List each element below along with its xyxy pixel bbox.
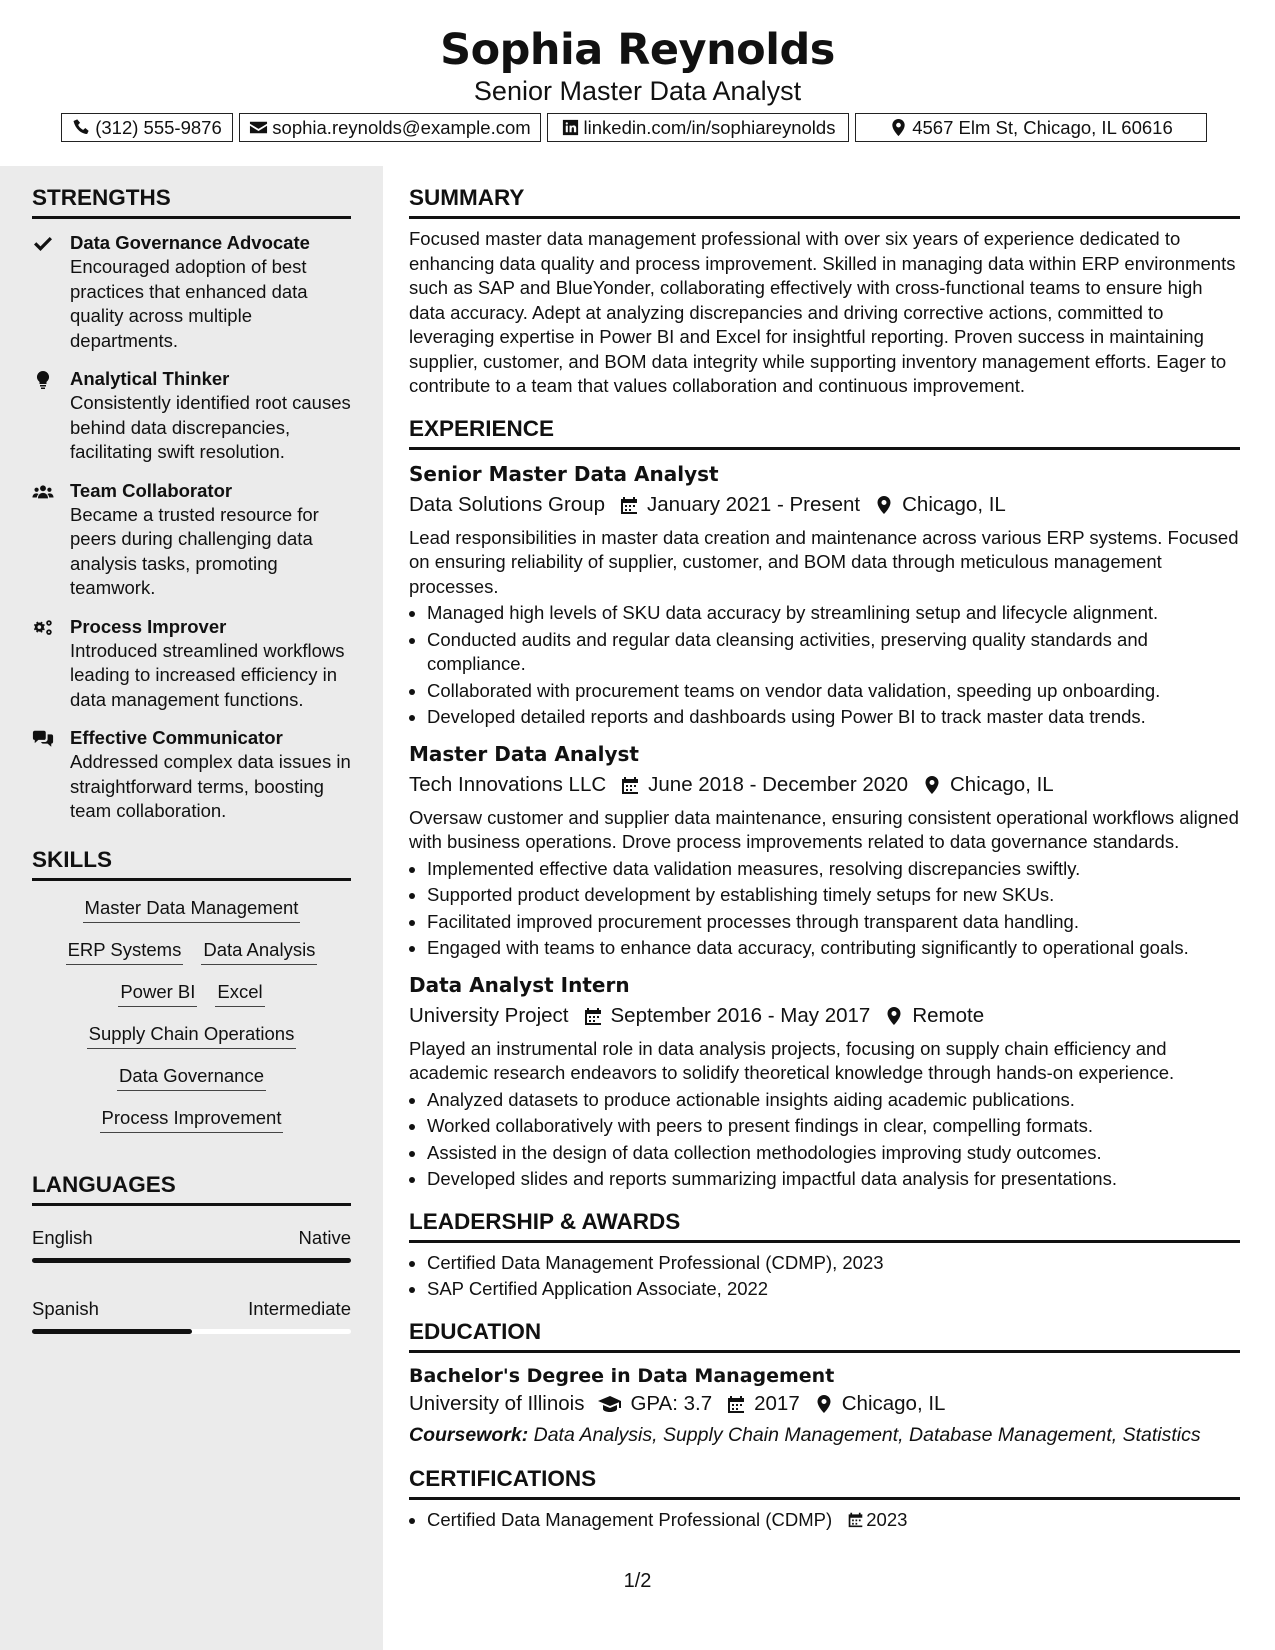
degree-title: Bachelor's Degree in Data Management [409,1364,835,1387]
calendar-icon [583,1006,603,1026]
strength-heading: Analytical Thinker [70,368,230,389]
coursework-list: Data Analysis, Supply Chain Management, Database Management, Statistics [533,1423,1201,1446]
job-entry [409,740,1240,961]
list-item: • Worked collaboratively with peers to present findings in clear, compelling formats. [427,1114,1240,1139]
job-title: Master Data Analyst [409,741,639,766]
list-item: • Supported product development by establishing timely setups for new SKUs. [427,883,1240,908]
list-item: • Certified Data Management Professional (CDMP), 2023 [427,1251,1240,1276]
comments-icon [32,729,54,749]
envelope-icon [249,118,268,137]
job-location: Chicago, IL [950,772,1054,796]
strength-description: Became a trusted resource for peers during challenging data analysis tasks, promoting teamwork. [70,503,319,598]
graduation-cap-icon [598,1394,622,1414]
list-item: • Engaged with teams to enhance data accuracy, contributing significantly to operational goals. [427,936,1240,961]
education-heading: EDUCATION [409,1318,1240,1353]
list-item: • Managed high levels of SKU data accuracy by streamlining setup and lifecycle alignment. [427,601,1240,626]
list-item: • SAP Certified Application Associate, 2022 [427,1277,1240,1302]
strength-description: Introduced streamlined workflows leading to increased efficiency in data management functions. [70,639,345,710]
job-dates: September 2016 - May 2017 [610,1003,871,1027]
skill-tag: Power BI [118,979,197,1007]
contact-bar [61,113,1207,142]
strength-item [32,231,351,353]
strengths-heading: STRENGTHS [32,184,351,219]
job-dates: June 2018 - December 2020 [648,772,908,796]
map-pin-icon [874,495,894,515]
certifications-list [409,1508,1240,1533]
language-proficiency-fill [32,1258,351,1263]
job-entry [409,971,1240,1192]
job-company: Data Solutions Group [409,492,606,516]
contact-linkedin[interactable] [547,113,849,142]
summary-text: Focused master data management professional with over six years of experience dedicated to enhancing data quality and process improvement. Skilled in managing data within ERP environments such as SAP and BlueYonder, collaborating effectively with cross-functional teams to ensure high data accuracy. Adept at analyzing discrepancies and driving corrective actions, committed to leveraging expertise in Power BI and Excel for insightful reporting. Proven success in maintaining supplier, customer, and BOM data integrity while supporting inventory management efforts. Eager to contribute to a team that values collaboration and continuous improvement. [409,228,1236,396]
certification-year: 2023 [866,1508,908,1530]
job-location: Chicago, IL [902,492,1006,516]
email-address: sophia.reynolds@example.com [272,116,531,138]
list-item: • Assisted in the design of data collection methodologies improving study outcomes. [427,1141,1240,1166]
strength-heading: Data Governance Advocate [70,232,310,253]
experience-heading: EXPERIENCE [409,415,1240,450]
job-company: Tech Innovations LLC [409,772,607,796]
strength-item [32,726,351,824]
main-content [409,166,1240,1534]
skill-tag: Master Data Management [83,895,301,923]
leadership-heading: LEADERSHIP & AWARDS [409,1208,1240,1243]
list-item: • Conducted audits and regular data cleansing activities, preserving quality standards and compliance. [427,628,1240,677]
strength-heading: Effective Communicator [70,727,283,748]
contact-email[interactable] [239,113,541,142]
languages-heading: LANGUAGES [32,1171,351,1206]
calendar-icon [619,495,639,515]
contact-phone[interactable] [61,113,233,142]
school-name: University of Illinois [409,1391,585,1415]
gears-icon [32,618,54,638]
language-item [32,1226,351,1263]
strength-heading: Team Collaborator [70,479,233,501]
job-location: Remote [912,1003,985,1027]
skill-tag: Process Improvement [100,1105,284,1133]
summary-heading: SUMMARY [409,184,1240,219]
phone-icon [72,118,91,137]
job-bullets [409,857,1240,961]
page-number: 1/2 [623,1570,652,1592]
linkedin-url: linkedin.com/in/sophiareynolds [583,116,836,138]
skill-tag: Data Governance [117,1063,266,1091]
job-entry [409,460,1240,730]
job-company: University Project [409,1003,569,1027]
phone-number: (312) 555-9876 [95,116,222,138]
job-title: Senior Master Data Analyst [409,461,719,486]
leadership-list [409,1251,1240,1302]
list-item: • Developed detailed reports and dashboards using Power BI to track master data trends. [427,705,1240,730]
strength-heading: Process Improver [70,615,227,637]
language-name: English [32,1226,93,1248]
job-bullets [409,601,1240,730]
job-title: Data Analyst Intern [409,972,630,997]
strength-description: Encouraged adoption of best practices that enhanced data quality across multiple departments. [70,256,308,351]
skill-tag: Data Analysis [201,937,317,965]
certification-name: Certified Data Management Professional (CDMP) [427,1508,833,1530]
strength-description: Addressed complex data issues in straightforward terms, boosting team collaboration. [70,751,351,821]
strength-item [32,615,351,713]
skills-list [32,895,351,1133]
map-pin-icon [889,118,908,137]
language-proficiency-bar [32,1258,351,1263]
lightbulb-icon [32,370,54,390]
list-item [427,1508,1240,1533]
users-icon [32,482,54,502]
map-pin-icon [814,1394,834,1414]
calendar-icon [620,775,640,795]
strength-description: Consistently identified root causes behind data discrepancies, facilitating swift resolution. [70,392,351,462]
graduation-year: 2017 [754,1391,800,1415]
skill-tag: Supply Chain Operations [87,1021,297,1049]
candidate-title: Senior Master Data Analyst [473,76,802,106]
skill-tag: Excel [215,979,264,1007]
contact-address[interactable] [855,113,1207,142]
skills-heading: SKILLS [32,846,351,881]
language-level: Native [298,1226,351,1248]
job-description: Oversaw customer and supplier data maintenance, ensuring consistent operational workflows aligned with business operations. Drove process improvements related to data governance standards. [409,806,1239,852]
job-description: Played an instrumental role in data analysis projects, focusing on supply chain efficiency and academic research endeavors to solidify theoretical knowledge through hands-on experience. [409,1037,1175,1083]
language-name: Spanish [32,1297,99,1319]
list-item: • Implemented effective data validation measures, resolving discrepancies swiftly. [427,857,1240,882]
coursework-label: Coursework: [409,1423,529,1446]
street-address: 4567 Elm St, Chicago, IL 60616 [912,116,1173,138]
map-pin-icon [884,1006,904,1026]
calendar-icon [726,1394,746,1414]
job-description: Lead responsibilities in master data creation and maintenance across various ERP systems. Focused on ensuring reliability of supplier, customer, and BOM data through meticulous management processes. [409,526,1239,597]
language-level: Intermediate [248,1297,351,1319]
list-item: • Developed slides and reports summarizing impactful data analysis for presentations. [427,1167,1240,1192]
language-proficiency-fill [32,1329,192,1334]
linkedin-icon [561,118,580,137]
job-bullets [409,1088,1240,1192]
checkmark-icon [32,234,54,254]
skill-tag: ERP Systems [66,937,184,965]
candidate-name: Sophia Reynolds [440,25,835,75]
gpa: GPA: 3.7 [630,1391,713,1415]
list-item: • Collaborated with procurement teams on vendor data validation, speeding up onboarding. [427,679,1240,704]
list-item: • Facilitated improved procurement processes through transparent data handling. [427,910,1240,935]
resume-header [0,0,1275,166]
job-dates: January 2021 - Present [647,492,861,516]
calendar-icon [847,1511,864,1528]
language-item [32,1297,351,1334]
map-pin-icon [922,775,942,795]
list-item: • Analyzed datasets to produce actionable insights aiding academic publications. [427,1088,1240,1113]
coursework [409,1421,1240,1449]
certifications-heading: CERTIFICATIONS [409,1465,1240,1500]
language-proficiency-bar [32,1329,351,1334]
strength-item [32,367,351,465]
school-location: Chicago, IL [841,1391,946,1415]
left-sidebar [0,166,383,1650]
strength-item [32,479,351,601]
